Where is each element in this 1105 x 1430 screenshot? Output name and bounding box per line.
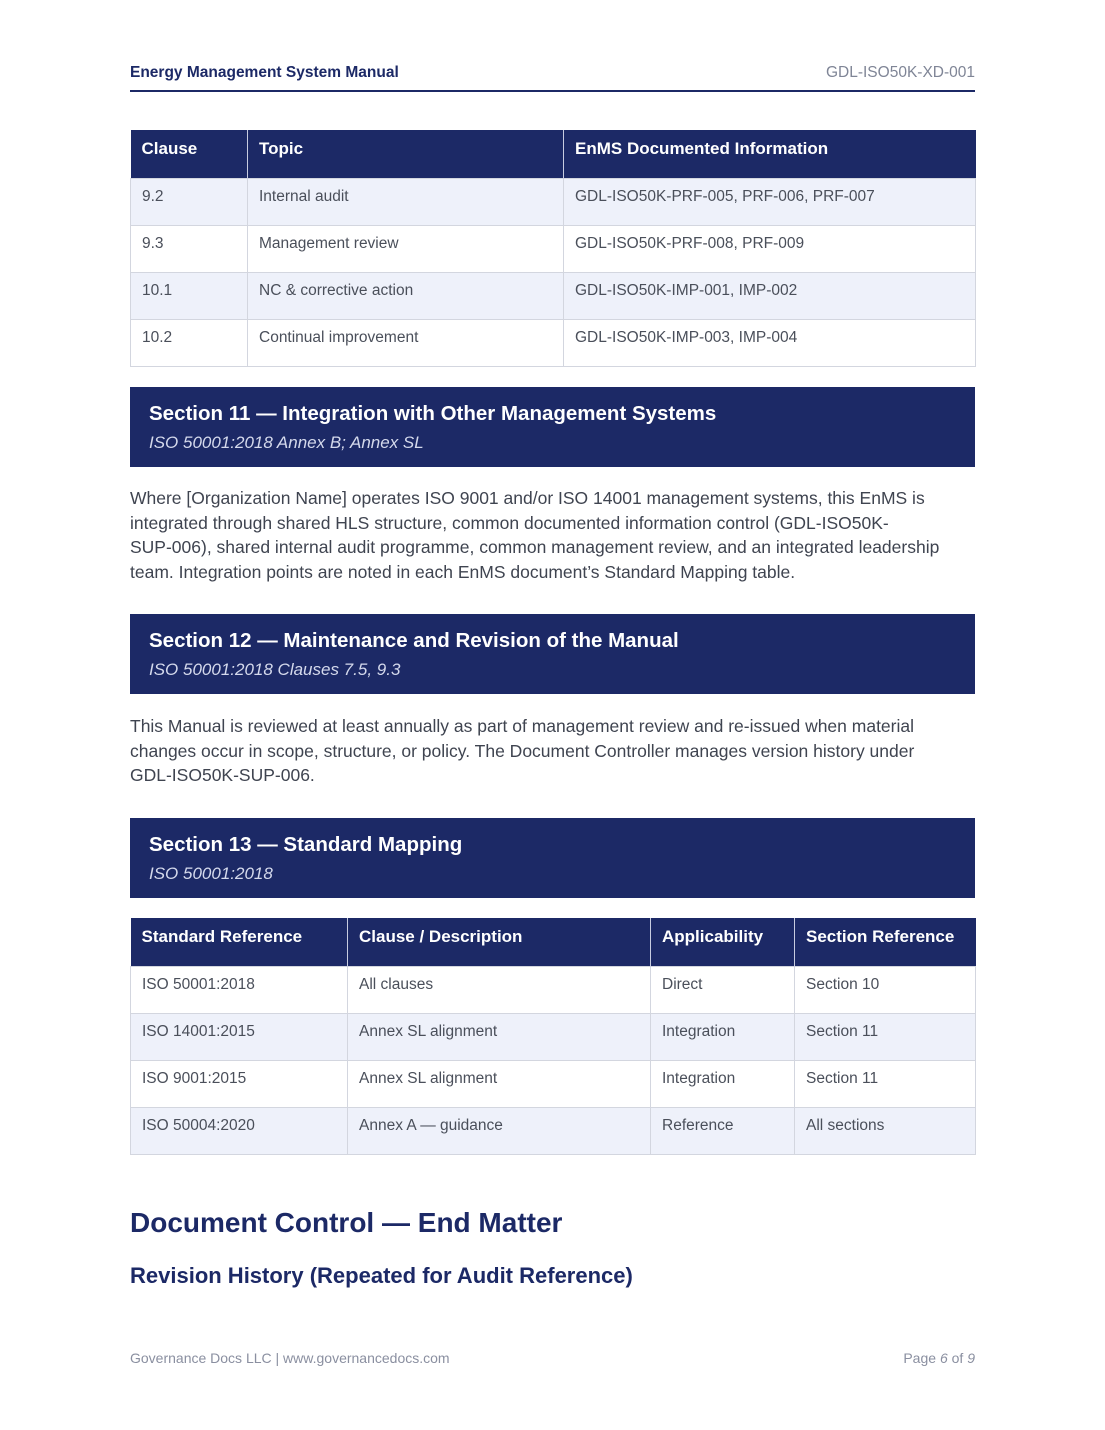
table-row <box>131 1013 976 1060</box>
table-cell: Direct <box>651 966 795 1013</box>
column-header: Topic <box>248 130 564 178</box>
table-row <box>131 1060 976 1107</box>
column-header: Applicability <box>651 918 795 966</box>
standard-mapping-table <box>130 918 976 1155</box>
table-row <box>131 178 976 225</box>
page-header <box>130 62 975 92</box>
section-subtitle: ISO 50001:2018 <box>149 864 273 883</box>
table-cell: Management review <box>248 225 564 272</box>
revision-history-heading: Revision History (Repeated for Audit Reference) <box>130 1263 633 1288</box>
table-cell: Continual improvement <box>248 319 564 366</box>
end-matter-heading: Document Control — End Matter <box>130 1207 563 1238</box>
column-header: Section Reference <box>795 918 976 966</box>
table-cell: ISO 50001:2018 <box>131 966 348 1013</box>
table-cell: Section 11 <box>795 1013 976 1060</box>
table-cell: Annex SL alignment <box>348 1060 651 1107</box>
table-cell: Section 11 <box>795 1060 976 1107</box>
table-cell: Section 10 <box>795 966 976 1013</box>
table-row <box>131 272 976 319</box>
table-row <box>131 225 976 272</box>
table-cell: All clauses <box>348 966 651 1013</box>
table-cell: Reference <box>651 1107 795 1154</box>
section-title: Section 12 — Maintenance and Revision of the Manual <box>149 629 679 652</box>
table-cell: 10.2 <box>131 319 248 366</box>
table-cell: ISO 14001:2015 <box>131 1013 348 1060</box>
section-subtitle: ISO 50001:2018 Annex B; Annex SL <box>149 433 424 452</box>
clause-table <box>130 130 976 367</box>
section-11-body <box>130 486 975 584</box>
page-current: 6 <box>939 1350 948 1366</box>
section-12-body <box>130 714 975 788</box>
document-id: GDL-ISO50K-XD-001 <box>825 64 975 81</box>
table-cell: Annex SL alignment <box>348 1013 651 1060</box>
page-of: of <box>947 1350 968 1366</box>
table-cell: Integration <box>651 1013 795 1060</box>
table-row <box>131 1107 976 1154</box>
paragraph-line: team. Integration points are noted in each EnMS document’s Standard Mapping table. <box>130 561 796 582</box>
manual-title: Energy Management System Manual <box>130 64 399 81</box>
page-prefix: Page <box>903 1350 940 1366</box>
table-cell: ISO 50004:2020 <box>131 1107 348 1154</box>
section-subtitle: ISO 50001:2018 Clauses 7.5, 9.3 <box>149 660 401 679</box>
table-row <box>131 966 976 1013</box>
table-cell: Integration <box>651 1060 795 1107</box>
table-cell: 10.1 <box>131 272 248 319</box>
table-cell: ISO 9001:2015 <box>131 1060 348 1107</box>
table-cell: Internal audit <box>248 178 564 225</box>
table-cell: GDL-ISO50K-IMP-003, IMP-004 <box>564 319 976 366</box>
section-12-banner <box>130 614 975 694</box>
paragraph-line: changes occur in scope, structure, or policy. The Document Controller manages version history under <box>130 740 915 761</box>
table-header-row <box>131 130 976 178</box>
section-11-banner <box>130 387 975 467</box>
paragraph-line: GDL-ISO50K-SUP-006. <box>130 765 315 785</box>
section-13-banner <box>130 818 975 898</box>
table-header-row <box>131 918 976 966</box>
paragraph-line: This Manual is reviewed at least annually as part of management review and re-issued when material <box>130 716 915 736</box>
column-header: EnMS Documented Information <box>564 130 976 178</box>
page-number <box>903 1350 975 1366</box>
paragraph-line: integrated through shared HLS structure, common documented information control (GDL-ISO50K- <box>130 512 889 533</box>
page-total: 9 <box>967 1350 975 1366</box>
column-header: Clause / Description <box>348 918 651 966</box>
column-header: Clause <box>131 130 248 178</box>
table-cell: Annex A — guidance <box>348 1107 651 1154</box>
footer-company: Governance Docs LLC | www.governancedocs.com <box>130 1350 450 1366</box>
section-title: Section 11 — Integration with Other Management Systems <box>149 402 717 425</box>
table-cell: NC & corrective action <box>248 272 564 319</box>
table-cell: All sections <box>795 1107 976 1154</box>
column-header: Standard Reference <box>131 918 348 966</box>
table-row <box>131 319 976 366</box>
paragraph-line: Where [Organization Name] operates ISO 9001 and/or ISO 14001 management systems, this EnMS is <box>130 488 925 508</box>
table-cell: GDL-ISO50K-PRF-005, PRF-006, PRF-007 <box>564 178 976 225</box>
paragraph-line: SUP-006), shared internal audit programme, common management review, and an integrated leadership <box>130 537 940 557</box>
table-cell: 9.2 <box>131 178 248 225</box>
section-title: Section 13 — Standard Mapping <box>149 833 463 856</box>
table-cell: GDL-ISO50K-PRF-008, PRF-009 <box>564 225 976 272</box>
table-cell: 9.3 <box>131 225 248 272</box>
table-cell: GDL-ISO50K-IMP-001, IMP-002 <box>564 272 976 319</box>
